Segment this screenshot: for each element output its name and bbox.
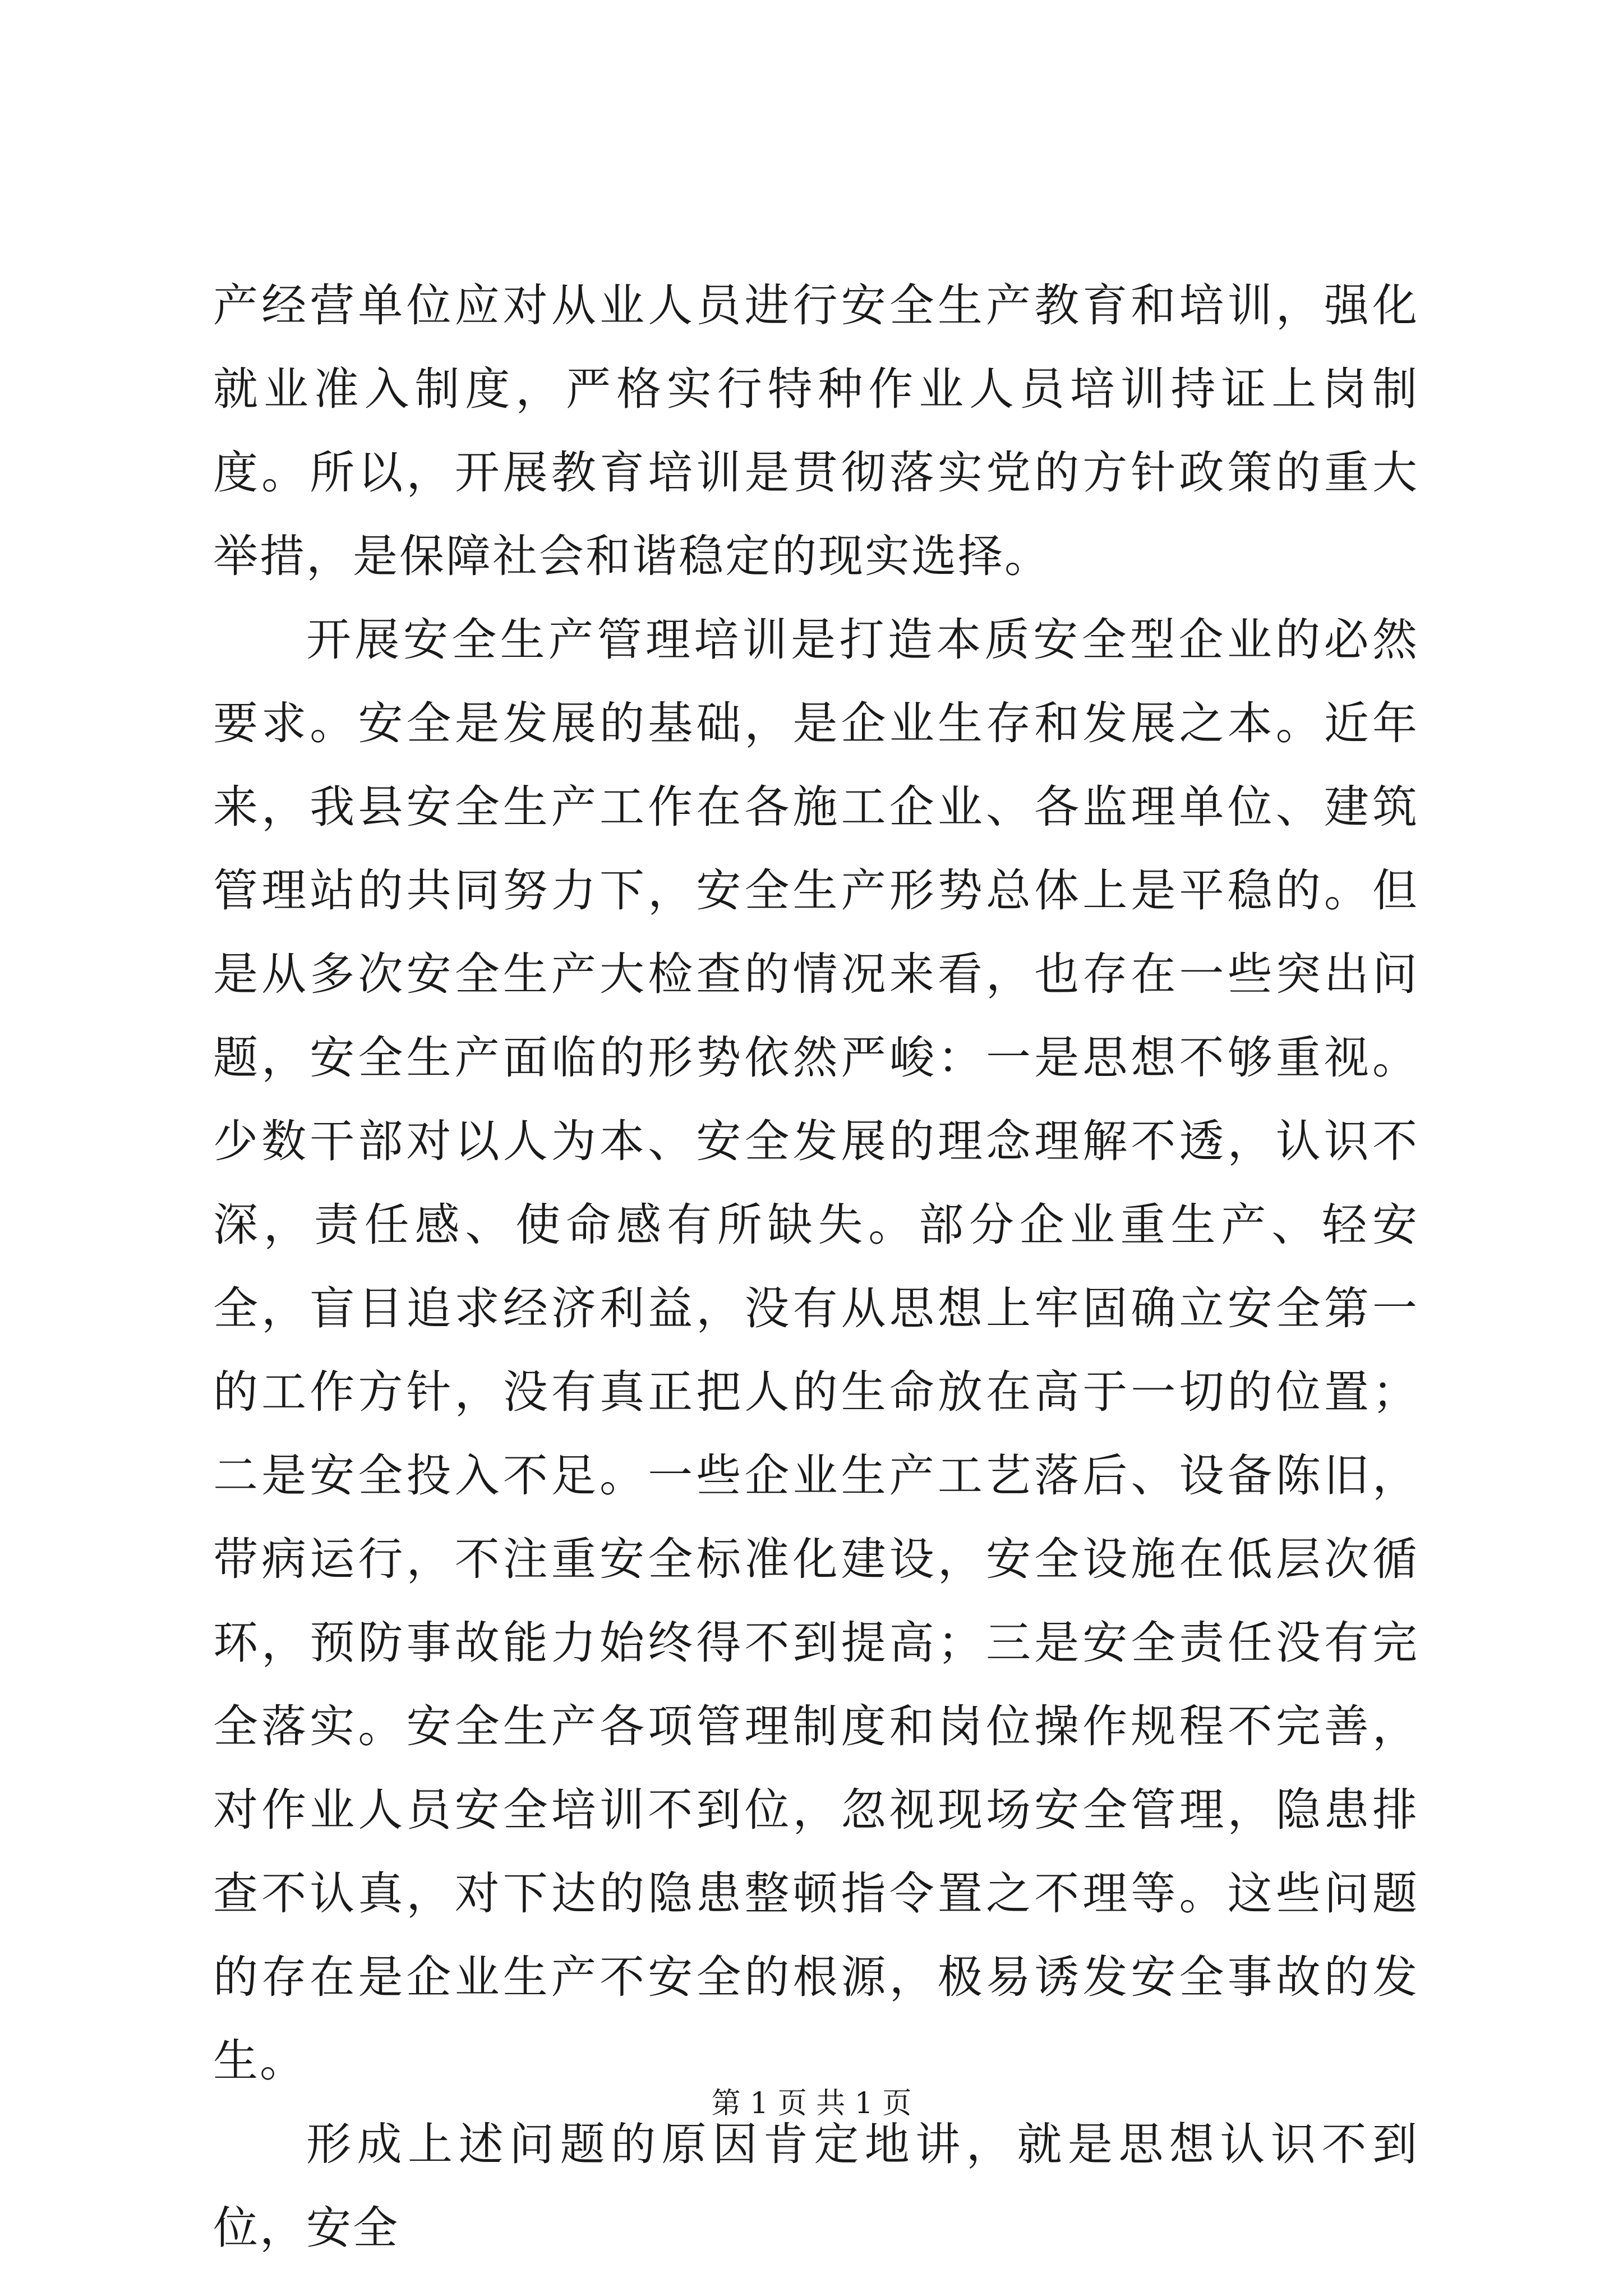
paragraph-3: 形成上述问题的原因肯定地讲，就是思想认识不到位，安全: [213, 2118, 1419, 2254]
page-footer: 第 1 页 共 1 页: [711, 2087, 912, 2120]
paragraph-2: 开展安全生产管理培训是打造本质安全型企业的必然要求。安全是发展的基础，是企业生存和发展之本。近年来，我县安全生产工作在各施工企业、各监理单位、建筑管理站的共同努力下，安全生产形势总体上是平稳的。但是从多次安全生产大检查的情况来看，也存在一些突出问题，安全生产面临的形势依然严峻：一是思想不够重视。少数干部对以人为本、安全发展的理念理解不透，认识不深，责任感、使命感有所缺失。部分企业重生产、轻安全，盲目追求经济利益，没有从思想上牢固确立安全第一的工作方针，没有真正把人的生命放在高于一切的位置；二是安全投入不足。一些企业生产工艺落后、设备陈旧，带病运行，不注重安全标准化建设，安全设施在低层次循环，预防事故能力始终得不到提高；三是安全责任没有完全落实。安全生产各项管理制度和岗位操作规程不完善，对作业人员安全培训不到位，忽视现场安全管理，隐患排查不认真，对下达的隐患整顿指令置之不理等。这些问题的存在是企业生产不安全的根源，极易诱发安全事故的发生。: [213, 614, 1419, 2087]
document-body: [213, 264, 1419, 2270]
paragraph-1: 产经营单位应对从业人员进行安全生产教育和培训，强化就业准入制度，严格实行特种作业人员培训持证上岗制度。所以，开展教育培训是贯彻落实党的方针政策的重大举措，是保障社会和谐稳定的现实选择。: [213, 279, 1419, 582]
